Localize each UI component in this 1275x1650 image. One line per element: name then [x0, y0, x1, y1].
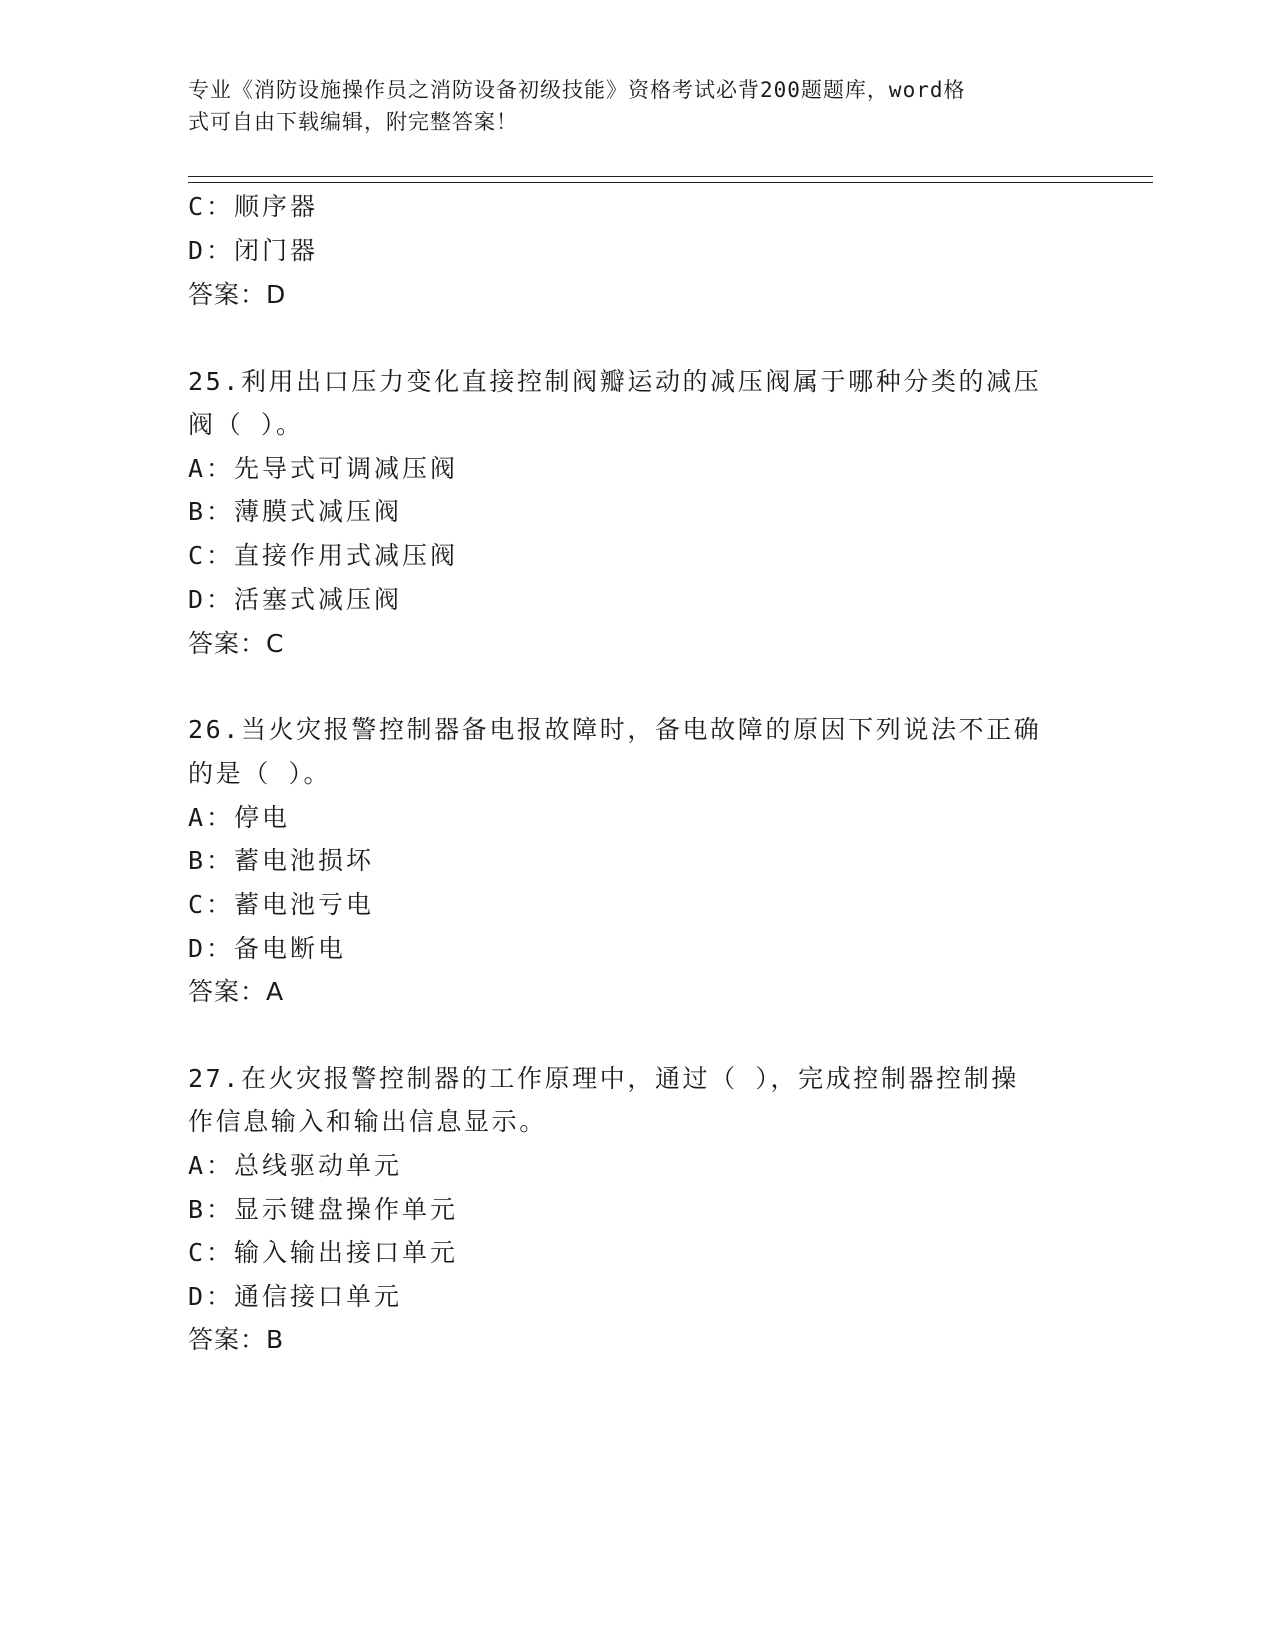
- question-25-option-d: D：活塞式减压阀: [188, 585, 403, 614]
- question-25-stem-line-2: 阀（ ）。: [188, 410, 304, 439]
- question-26-option-a: A：停电: [188, 803, 291, 832]
- question-27-stem-line-2: 作信息输入和输出信息显示。: [188, 1107, 547, 1136]
- document-header: [188, 74, 1068, 138]
- question-26-option-b: B：蓄电池损坏: [188, 846, 375, 875]
- question-25-stem-line-1: 25.利用出口压力变化直接控制阀瓣运动的减压阀属于哪种分类的减压: [188, 367, 1042, 396]
- question-26-option-c: C：蓄电池亏电: [188, 890, 375, 919]
- header-line-1: 专业《消防设施操作员之消防设备初级技能》资格考试必背200题题库，word格: [188, 78, 966, 102]
- prev-answer: 答案：D: [188, 280, 287, 309]
- question-27-option-c: C：输入输出接口单元: [188, 1238, 459, 1267]
- question-27-option-d: D：通信接口单元: [188, 1282, 403, 1311]
- question-27-option-a: A：总线驱动单元: [188, 1151, 403, 1180]
- question-25-option-b: B：薄膜式减压阀: [188, 497, 403, 526]
- header-line-2: 式可自由下载编辑，附完整答案！: [188, 110, 518, 134]
- question-27-answer: 答案：B: [188, 1325, 285, 1354]
- question-25-option-c: C：直接作用式减压阀: [188, 541, 459, 570]
- question-25-option-a: A：先导式可调减压阀: [188, 454, 459, 483]
- question-26-option-d: D：备电断电: [188, 934, 347, 963]
- question-26-stem-line-1: 26.当火灾报警控制器备电报故障时，备电故障的原因下列说法不正确: [188, 715, 1042, 744]
- prev-option-c: C：顺序器: [188, 192, 319, 221]
- header-divider-bottom: [188, 182, 1153, 183]
- question-27-stem-line-1: 27.在火灾报警控制器的工作原理中，通过（ ），完成控制器控制操: [188, 1064, 1019, 1093]
- question-26-answer: 答案：A: [188, 977, 285, 1006]
- question-26-stem-line-2: 的是（ ）。: [188, 759, 332, 788]
- question-25-answer: 答案：C: [188, 629, 285, 658]
- header-divider-top: [188, 176, 1153, 177]
- question-27-option-b: B：显示键盘操作单元: [188, 1195, 459, 1224]
- prev-option-d: D：闭门器: [188, 236, 319, 265]
